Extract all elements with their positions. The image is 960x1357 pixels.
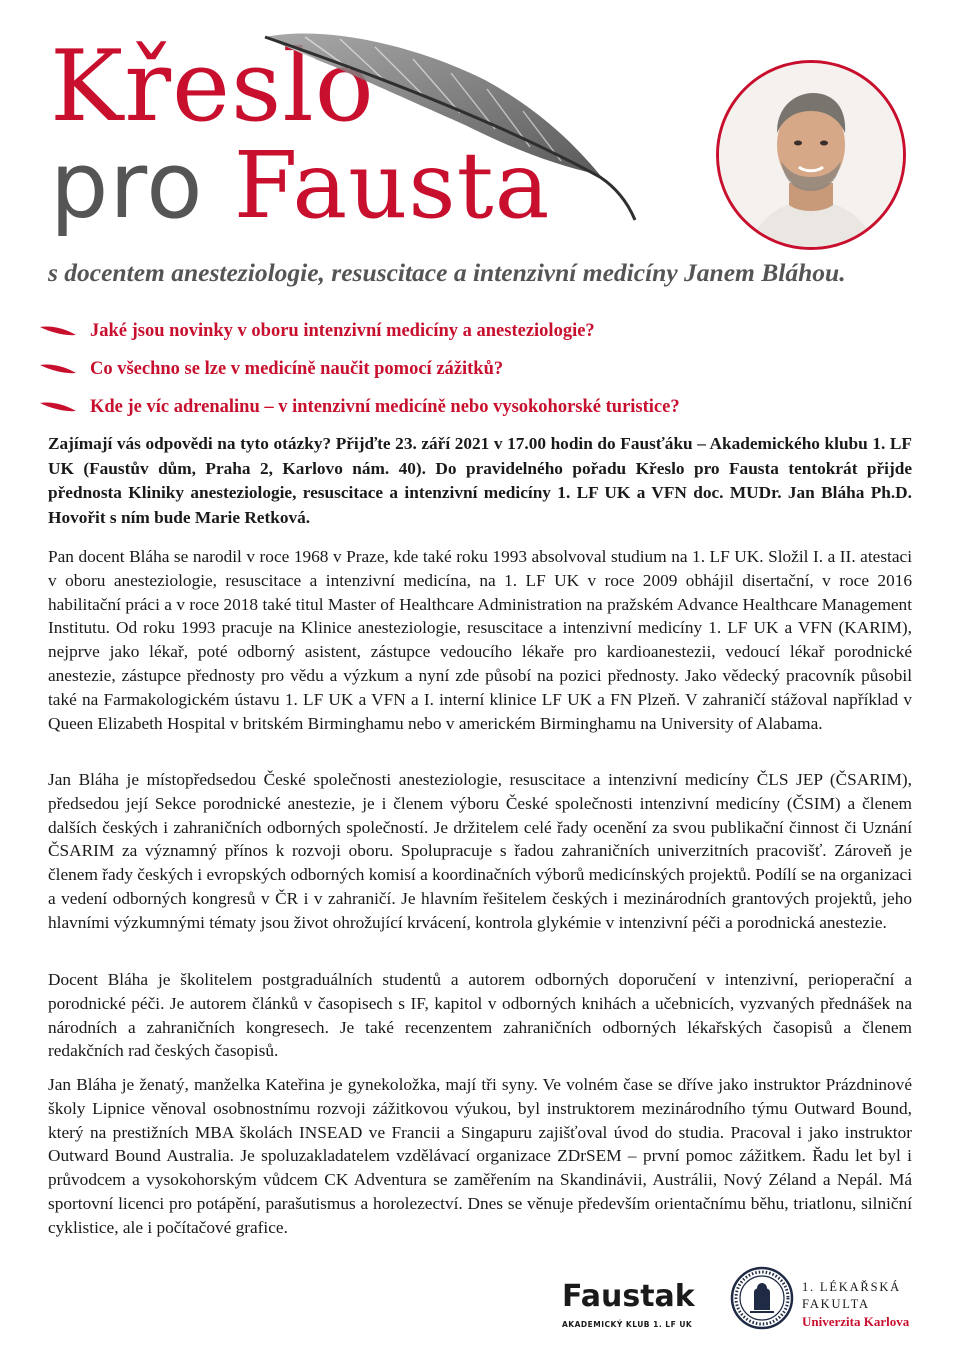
portrait-illustration: [719, 63, 903, 247]
question-list: [38, 312, 938, 426]
red-feather-stroke-icon: [38, 399, 78, 415]
question-text: Jaké jsou novinky v oboru intenzivní medicíny a anesteziologie?: [90, 320, 595, 341]
question-text: Co všechno se lze v medicíně naučit pomocí zážitků?: [90, 358, 504, 379]
faculty-logo: [802, 1279, 942, 1330]
title-fausta: Fausta: [233, 132, 551, 239]
red-feather-stroke-icon: [38, 361, 78, 377]
list-item: [38, 350, 938, 388]
question-text: Kde je víc adrenalinu – v intenzivní medicíně nebo vysokohorské turistice?: [90, 396, 680, 417]
faustak-logo-text: Faustak: [562, 1279, 695, 1314]
title-line-2: [50, 132, 551, 239]
title-line-1: Křeslo: [50, 30, 375, 144]
list-item: [38, 388, 938, 426]
list-item: [38, 312, 938, 350]
faustak-logo-subtitle: AKADEMICKÝ KLUB 1. LF UK: [562, 1320, 693, 1329]
paragraph-societies: Jan Bláha je místopředsedou České společnosti anesteziologie, resuscitace a intenzivní medicíny ČLS JEP (ČSARIM), předsedou její Sekce porodnické anestezie, je i členem výboru České společnosti intenzivní medicíny (ČSIM) a členem dalších českých i zahraničních odborných společností. Je držitelem celé řady ocenění za svou publikační činnost či Uznání ČSARIM za významný přínos k rozvoji oboru. Spolupracuje s řadou zahraničních univerzitních pracovišť. Zároveň je členem řady českých i evropských odborných komisí a koordinačních výborů medicínských projektů. Podílí se na organizaci a vedení odborných kongresů v ČR i v zahraničí. Je hlavním řešitelem českých i mezinárodních grantových projektů, jeho hlavními výzkumnými tématy jsou život ohrožující krvácení, kontrola glykémie v intenzivní péči a porodnická anestezie.: [48, 770, 912, 932]
paragraph-personal: Jan Bláha je ženatý, manželka Kateřina je gynekoložka, mají tři syny. Ve volném čase se dříve jako instruktor Prázdninové školy Lipnice věnoval osobnostnímu rozvoji zážitkovou výukou, byl instruktorem mezinárodního týmu Outward Bound, který na prestižních MBA školách INSEAD ve Francii a Singapuru zajišťoval úvod do studia. Pracoval i jako instruktor Outward Bound Australia. Je spoluzakladatelem vzdělávací organizace ZDrSEM – první pomoc zážitkem. Řadu let byl i průvodcem a vysokohorským vůdcem CK Adventura se zaměřením na Skandinávii, Austrálii, Nový Zéland a Nepál. Má sportovní licenci pro potápění, parašutismus a horolezectví. Dnes se věnuje především orientačnímu běhu, triatlonu, silniční cyklistice, ale i počítačové grafice.: [48, 1075, 912, 1237]
portrait-photo: [716, 60, 906, 250]
paragraph-teaching: Docent Bláha je školitelem postgraduálních studentů a autorem odborných doporučení v intenzivní, perioperační a porodnické péči. Je autorem článků v časopisech s IF, kapitol v odborných knihách a učebnicích, vyzvaných přednášek na národních a zahraničních kongresech. Je také recenzentem zahraničních odborných lékařských časopisů a členem redakčních rad českých časopisů.: [48, 970, 912, 1061]
charles-university-seal-icon: [730, 1266, 794, 1330]
faculty-line-1: 1. LÉKAŘSKÁ: [802, 1280, 901, 1294]
faustak-logo: [562, 1279, 712, 1332]
lead-paragraph: Zajímají vás odpovědi na tyto otázky? Přijďte 23. září 2021 v 17.00 hodin do Fausťáku – Akademického klubu 1. LF UK (Faustův dům, Praha 2, Karlovo nám. 40). Do pravidelného pořadu Křeslo pro Fausta tentokrát přijde přednosta Kliniky anesteziologie, resuscitace a intenzivní medicíny 1. LF UK a VFN doc. MUDr. Jan Bláha Ph.D. Hovořit s ním bude Marie Retková.: [48, 434, 912, 527]
title-pro: pro: [50, 132, 234, 239]
faculty-line-2: FAKULTA: [802, 1297, 870, 1311]
red-feather-stroke-icon: [38, 323, 78, 339]
paragraph-biography: Pan docent Bláha se narodil v roce 1968 v Praze, kde také roku 1993 absolvoval studium na 1. LF UK. Složil I. a II. atestaci v oboru anesteziologie, resuscitace a intenzivní medicína, na 1. LF UK v roce 2009 obhájil disertační, v roce 2016 habilitační práci a v roce 2018 také titul Master of Healthcare Administration na pražském Advance Healthcare Management Institutu. Od roku 1993 pracuje na Klinice anesteziologie, resuscitace a intenzivní medicíny 1. LF UK a VFN (KARIM), nejprve jako lékař, poté odborný asistent, zástupce vedoucího lékaře pro kardioanestezii, vedoucí lékař porodnické anestezie, zástupce přednosty pro vědu a výzkum a nyní zde působí na pozici přednosty. Jako vědecký pracovník působil také na Farmakologickém ústavu 1. LF UK a VFN a I. interní klinice LF UK a FN Plzeň. V zahraničí stážoval například v Queen Elizabeth Hospital v britském Birminghamu nebo v americkém Birminghamu na University of Alabama.: [48, 547, 912, 733]
subtitle: s docentem anesteziologie, resuscitace a intenzivní medicíny Janem Bláhou.: [48, 258, 846, 287]
university-name: Univerzita Karlova: [802, 1314, 910, 1329]
